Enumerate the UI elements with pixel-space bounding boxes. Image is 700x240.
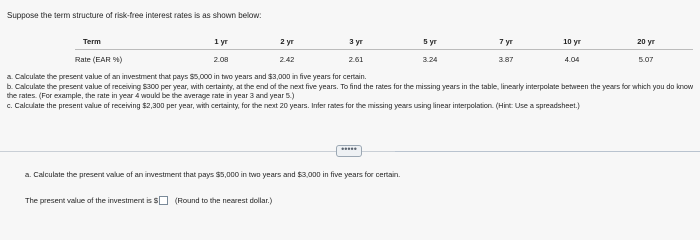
question-list	[7, 72, 695, 110]
rounding-hint: (Round to the nearest dollar.)	[175, 196, 273, 205]
header-5yr: 5 yr	[423, 37, 437, 46]
answer-prefix: The present value of the investment is $	[25, 196, 158, 205]
table-header-row	[75, 35, 693, 50]
rate-20yr: 5.07	[638, 55, 654, 64]
header-term: Term	[83, 37, 101, 46]
header-2yr: 2 yr	[280, 37, 294, 46]
table-row-rates	[75, 53, 693, 69]
rate-1yr: 2.08	[213, 55, 229, 64]
rate-3yr: 2.61	[348, 55, 364, 64]
rate-table	[75, 35, 693, 69]
rate-5yr: 3.24	[422, 55, 438, 64]
rate-2yr: 2.42	[279, 55, 295, 64]
question-b: b. Calculate the present value of receiving $300 per year, with certainty, at the end of the next five years. To find the rates for the missing years in the table, linearly interpolate between the years for which you do know the rates. (For example, the rate in year 4 would be the average rate in year 3 and year 5.)	[7, 81, 694, 101]
row-label-rate: Rate (EAR %)	[75, 55, 123, 64]
header-10yr: 10 yr	[563, 37, 581, 46]
answer-line	[25, 196, 272, 205]
current-sub-question: a. Calculate the present value of an investment that pays $5,000 in two years and $3,000 in five years for certain.	[25, 170, 401, 179]
question-a: a. Calculate the present value of an investment that pays $5,000 in two years and $3,000 in five years for certain.	[7, 72, 367, 81]
rate-10yr: 4.04	[564, 55, 580, 64]
header-20yr: 20 yr	[637, 37, 655, 46]
rate-7yr: 3.87	[498, 55, 514, 64]
answer-input[interactable]	[159, 196, 168, 205]
header-7yr: 7 yr	[499, 37, 513, 46]
section-divider-right	[395, 151, 700, 152]
header-3yr: 3 yr	[349, 37, 363, 46]
intro-text: Suppose the term structure of risk-free interest rates is as shown below:	[7, 11, 262, 20]
expand-more-button[interactable]: •••••	[336, 145, 362, 157]
question-c: c. Calculate the present value of receiving $2,300 per year, with certainty, for the next 20 years. Infer rates for the missing years using linear interpolation. (Hint: Use a spreadsheet.)	[7, 100, 580, 110]
header-1yr: 1 yr	[214, 37, 228, 46]
